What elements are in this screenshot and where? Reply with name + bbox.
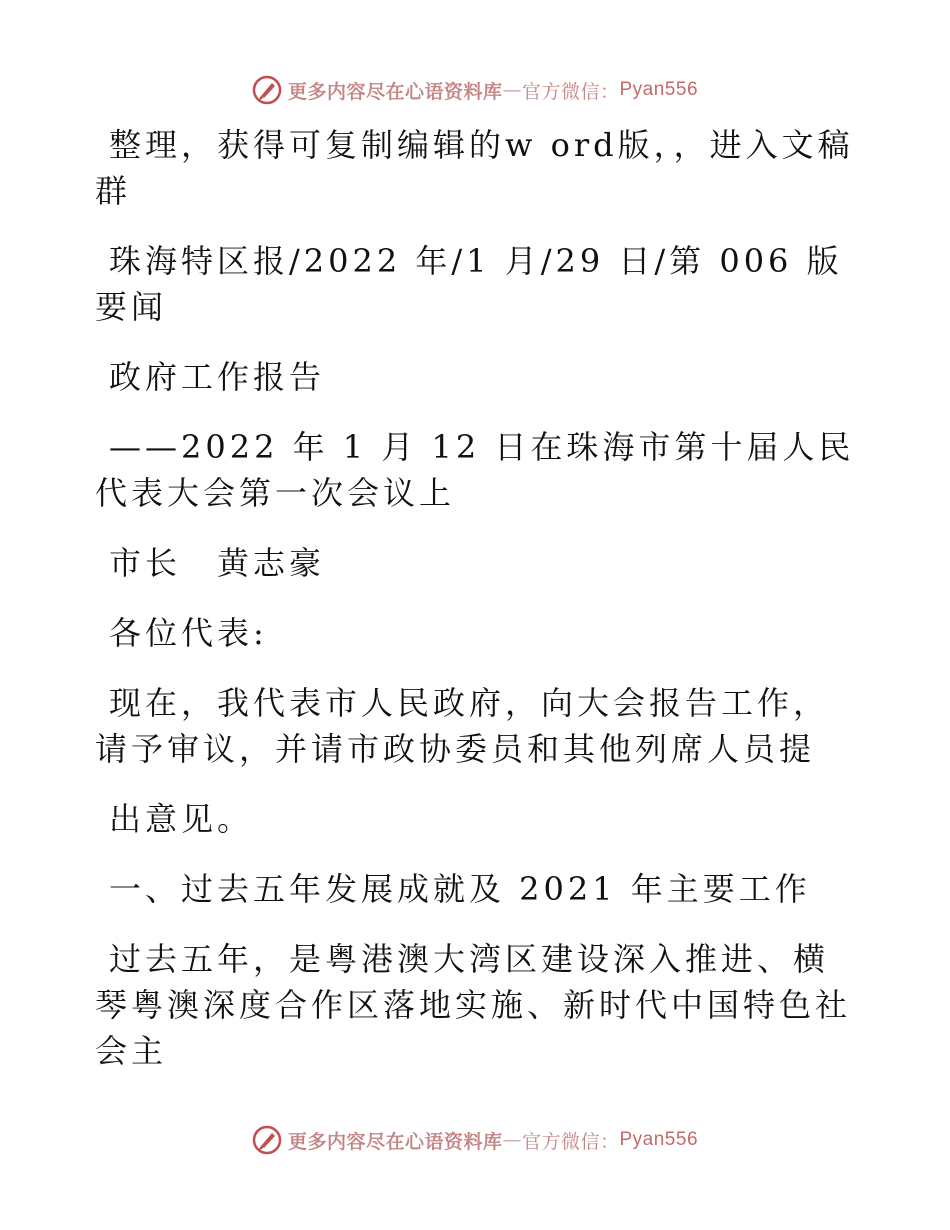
salutation: 各位代表: xyxy=(109,614,268,652)
paragraph-source: 珠海特区报/2022 年/1 月/29 日/第 006 版要闻 xyxy=(95,242,843,326)
watermark-suffix: 官方微信： xyxy=(521,1130,620,1153)
paragraph-intro: 整理，获得可复制编辑的w ord版，，进入文稿群 xyxy=(95,126,854,210)
document-author: 市长 黄志豪 xyxy=(109,544,326,582)
pen-logo-icon xyxy=(252,75,282,105)
watermark-id: Pyan556 xyxy=(619,1129,699,1150)
paragraph-body: 出意见。 xyxy=(109,800,254,838)
watermark-prefix: 更多内容尽在心语资料库 xyxy=(287,1130,503,1153)
section-heading: 一、过去五年发展成就及 2021 年主要工作 xyxy=(109,870,811,908)
watermark-id: Pyan556 xyxy=(619,79,699,100)
document-subtitle: ——2022 年 1 月 12 日在珠海市第十届人民代表大会第一次会议上 xyxy=(95,428,855,512)
watermark-header xyxy=(0,70,950,110)
watermark-prefix: 更多内容尽在心语资料库 xyxy=(287,80,503,103)
watermark-suffix: 官方微信： xyxy=(521,80,620,103)
watermark-separator: — xyxy=(502,79,522,101)
document-title: 政府工作报告 xyxy=(109,358,326,396)
watermark-footer xyxy=(0,1120,950,1160)
document-body xyxy=(95,122,855,1098)
paragraph-body: 过去五年，是粤港澳大湾区建设深入推进、横琴粤澳深度合作区落地实施、新时代中国特色社会主 xyxy=(95,940,852,1070)
pen-logo-icon xyxy=(252,1125,282,1155)
watermark-separator: — xyxy=(502,1129,522,1151)
paragraph-body: 现在，我代表市人民政府，向大会报告工作，请予审议，并请市政协委员和其他列席人员提 xyxy=(95,684,830,768)
